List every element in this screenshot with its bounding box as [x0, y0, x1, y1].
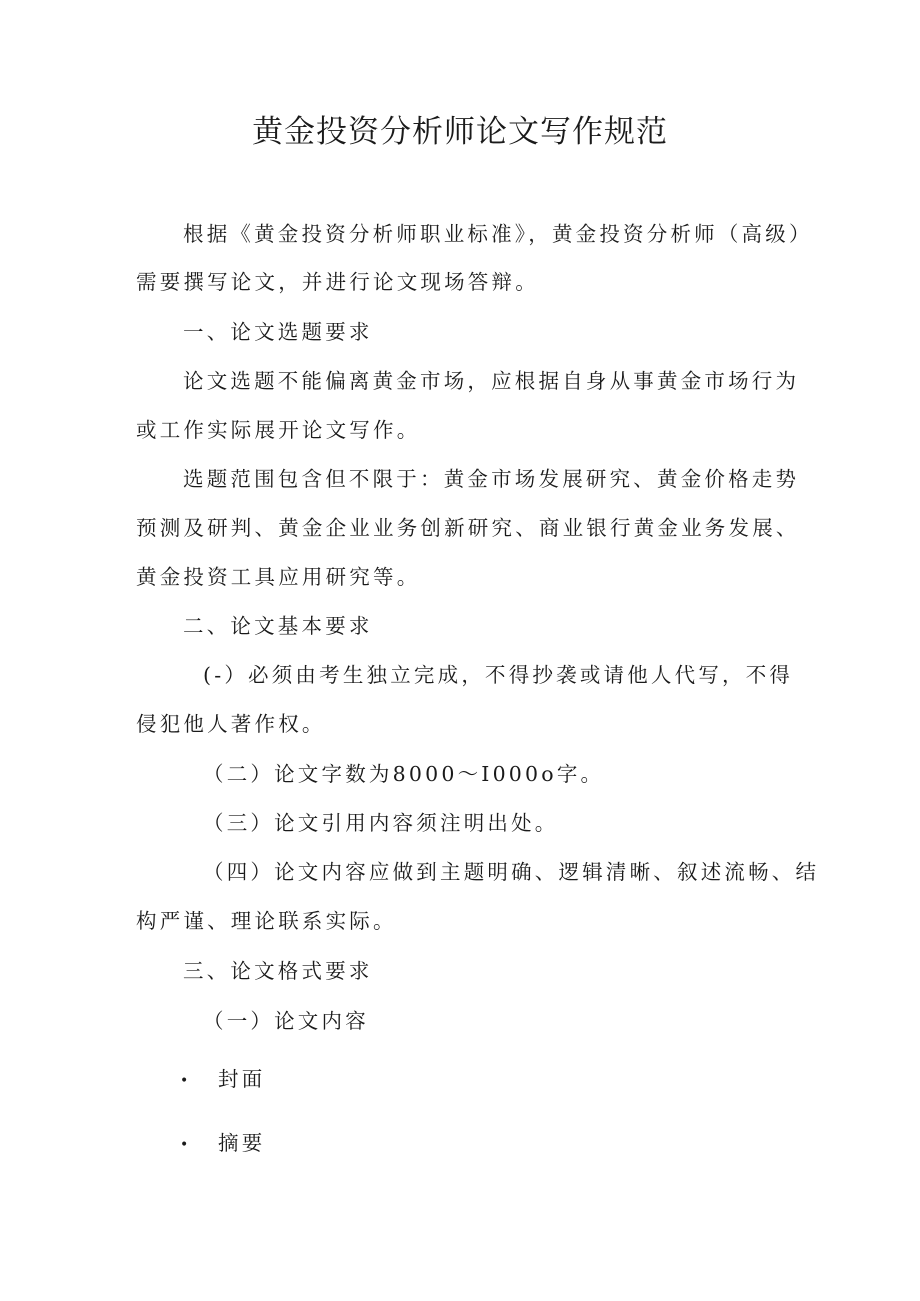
- paragraph-line: 论文选题不能偏离黄金市场，应根据自身从事黄金市场行为: [183, 369, 800, 393]
- paragraph-line: （二）论文字数为8000～I000o字。: [203, 762, 605, 786]
- list-item: [180, 1064, 265, 1096]
- paragraph-line: （四）论文内容应做到主题明确、逻辑清晰、叙述流畅、结: [203, 860, 820, 884]
- paragraph-line: （三）论文引用内容须注明出处。: [203, 811, 559, 835]
- section-heading: 三、论文格式要求: [183, 959, 373, 983]
- paragraph-line: 黄金投资工具应用研究等。: [136, 565, 421, 589]
- bullet-icon: •: [180, 1072, 192, 1089]
- paragraph-line: (-）必须由考生独立完成，不得抄袭或请他人代写，不得: [203, 663, 794, 687]
- subsection-heading: （一）论文内容: [203, 1009, 369, 1033]
- document-title: 黄金投资分析师论文写作规范: [252, 114, 668, 150]
- paragraph-line: 预测及研判、黄金企业业务创新研究、商业银行黄金业务发展、: [136, 516, 800, 540]
- bullet-icon: •: [180, 1136, 192, 1153]
- list-item-label: 摘要: [218, 1131, 266, 1155]
- paragraph-line: 选题范围包含但不限于：黄金市场发展研究、黄金价格走势: [183, 467, 800, 491]
- paragraph-line: 需要撰写论文，并进行论文现场答辩。: [136, 270, 539, 294]
- list-item-label: 封面: [218, 1067, 266, 1091]
- section-heading: 一、论文选题要求: [183, 320, 373, 344]
- paragraph-line: 构严谨、理论联系实际。: [136, 909, 397, 933]
- section-heading: 二、论文基本要求: [183, 614, 373, 638]
- paragraph-line: 或工作实际展开论文写作。: [136, 418, 421, 442]
- list-item: [180, 1128, 265, 1160]
- paragraph-line: 侵犯他人著作权。: [136, 712, 326, 736]
- paragraph-line: 根据《黄金投资分析师职业标准》，黄金投资分析师（高级）: [183, 222, 813, 246]
